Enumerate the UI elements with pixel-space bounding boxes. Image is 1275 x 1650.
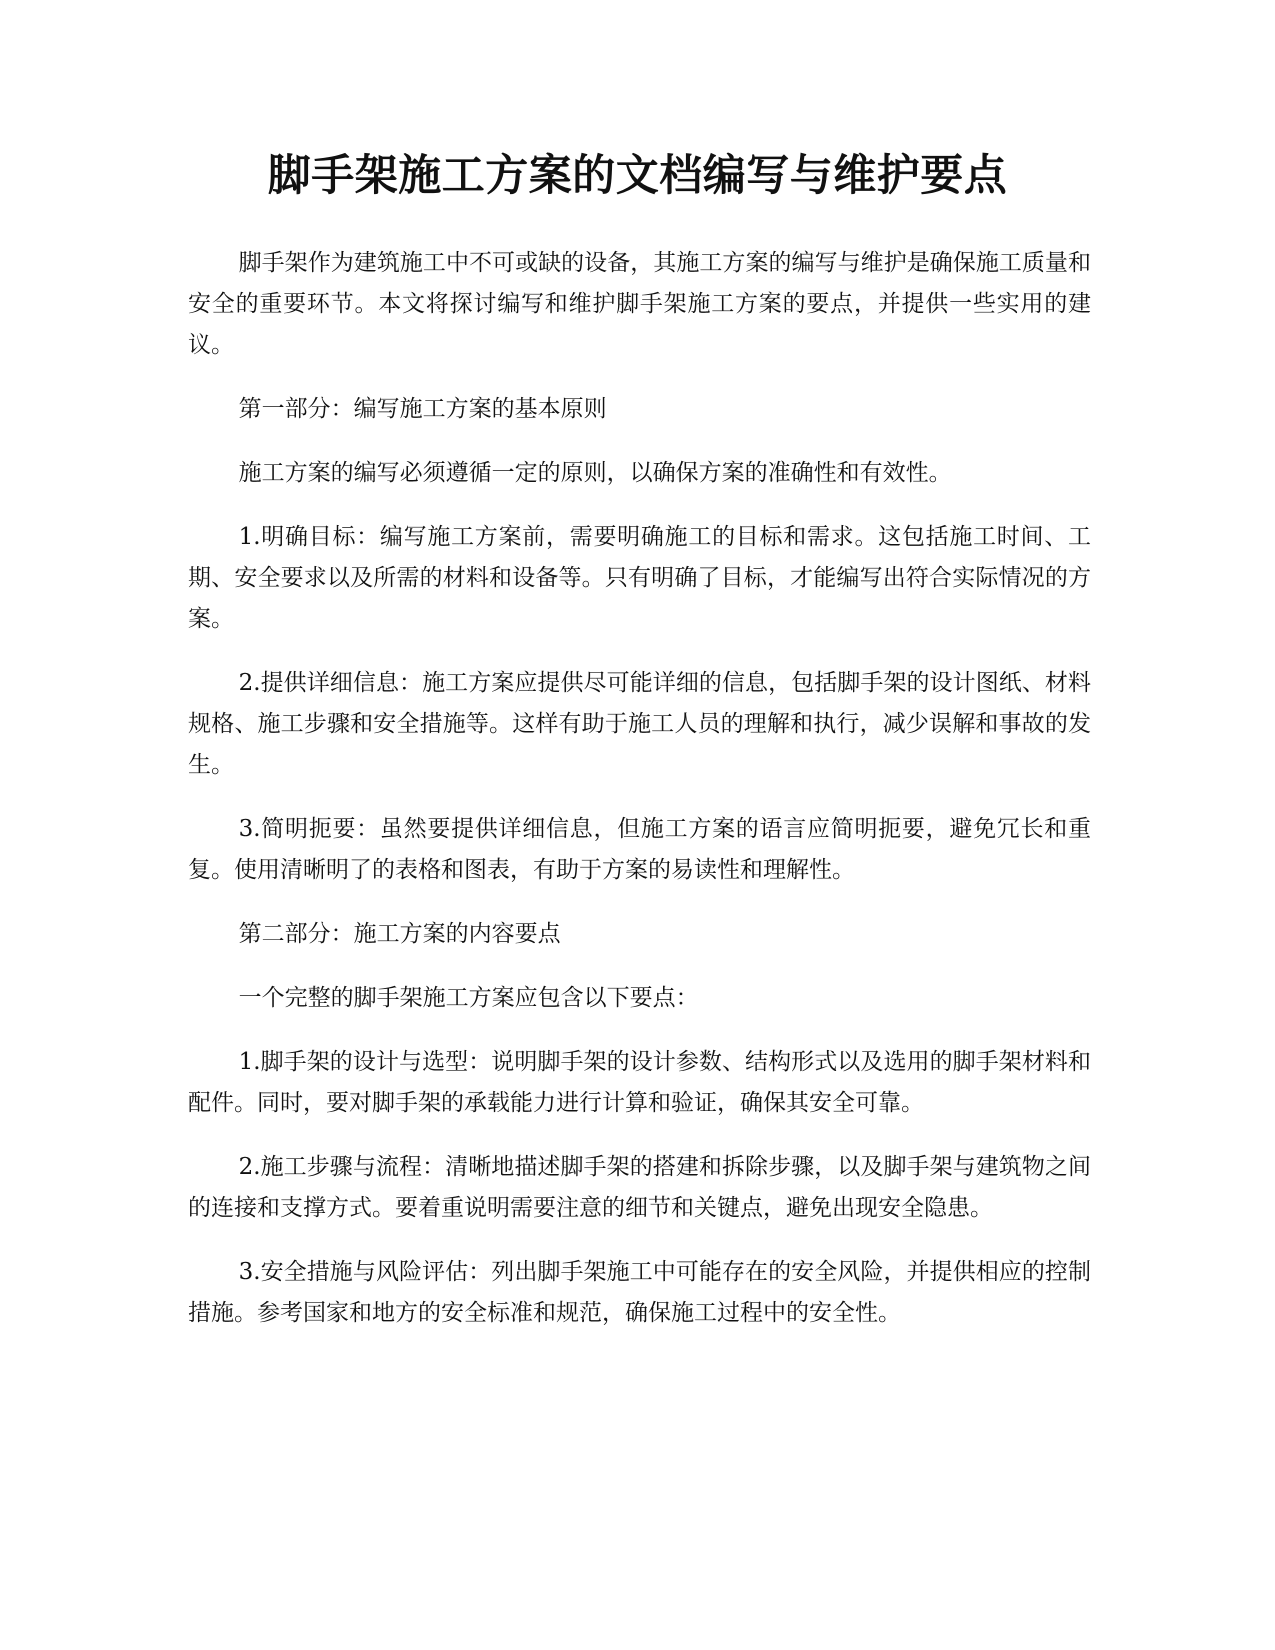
- list-item: 1.脚手架的设计与选型：说明脚手架的设计参数、结构形式以及选用的脚手架材料和配件。同时，要对脚手架的承载能力进行计算和验证，确保其安全可靠。: [188, 1049, 1091, 1116]
- list-item: 3.安全措施与风险评估：列出脚手架施工中可能存在的安全风险，并提供相应的控制措施。参考国家和地方的安全标准和规范，确保施工过程中的安全性。: [188, 1259, 1091, 1326]
- body-paragraph: 施工方案的编写必须遵循一定的原则，以确保方案的准确性和有效性。: [238, 460, 952, 486]
- list-item: 2.提供详细信息：施工方案应提供尽可能详细的信息，包括脚手架的设计图纸、材料规格、施工步骤和安全措施等。这样有助于施工人员的理解和执行，减少误解和事故的发生。: [188, 670, 1091, 778]
- section-heading-part-one: 第一部分：编写施工方案的基本原则: [238, 396, 607, 422]
- document-body: [188, 243, 1091, 1357]
- section-heading-part-two: 第二部分：施工方案的内容要点: [238, 921, 561, 947]
- list-item: 2.施工步骤与流程：清晰地描述脚手架的搭建和拆除步骤，以及脚手架与建筑物之间的连接和支撑方式。要着重说明需要注意的细节和关键点，避免出现安全隐患。: [188, 1154, 1091, 1221]
- list-item: 3.简明扼要：虽然要提供详细信息，但施工方案的语言应简明扼要，避免冗长和重复。使用清晰明了的表格和图表，有助于方案的易读性和理解性。: [188, 816, 1091, 883]
- intro-paragraph: 脚手架作为建筑施工中不可或缺的设备，其施工方案的编写与维护是确保施工质量和安全的重要环节。本文将探讨编写和维护脚手架施工方案的要点，并提供一些实用的建议。: [188, 250, 1091, 358]
- document-title: 脚手架施工方案的文档编写与维护要点: [267, 151, 1008, 201]
- list-item: 1.明确目标：编写施工方案前，需要明确施工的目标和需求。这包括施工时间、工期、安全要求以及所需的材料和设备等。只有明确了目标，才能编写出符合实际情况的方案。: [188, 524, 1091, 632]
- body-paragraph: 一个完整的脚手架施工方案应包含以下要点：: [238, 985, 699, 1011]
